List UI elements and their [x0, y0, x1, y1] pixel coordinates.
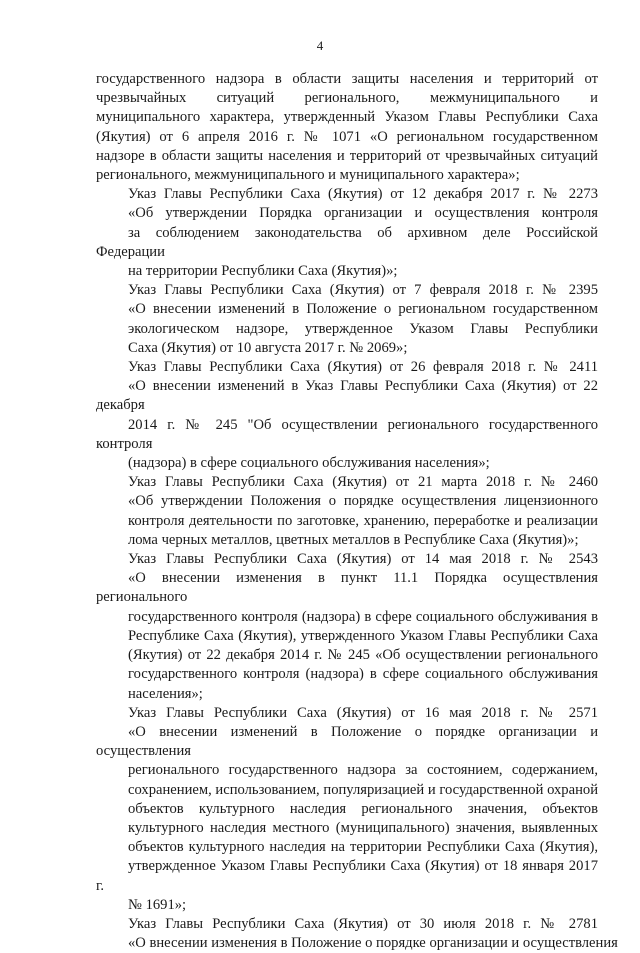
text-line: Указ Главы Республики Саха (Якутия) от 16 мая 2018 г. № 2571 [128, 704, 598, 721]
text-line: государственного надзора в области защиты населения и территорий от [96, 71, 598, 87]
text-line: утвержденное Указом Главы Республики Саха (Якутия) от 18 января 2017 г. [96, 858, 598, 894]
text-line: (Якутия) от 22 декабря 2014 г. № 245 «Об осуществлении регионального [128, 647, 598, 664]
text-line: № 1691»; [128, 896, 187, 913]
text-line: чрезвычайных ситуаций регионального, межмуниципального и [96, 90, 598, 107]
text-line: Указ Главы Республики Саха (Якутия) от 30 июля 2018 г. № 2781 [128, 915, 598, 932]
text-line: объектов культурного наследия на территории Республики Саха (Якутия), [128, 839, 598, 856]
paragraph [96, 915, 618, 953]
text-line: культурного наследия местного (муниципального) значения, выявленных [128, 819, 598, 836]
text-line: «Об утверждении Положения о порядке осуществления лицензионного [128, 493, 598, 510]
document-body [96, 70, 618, 953]
text-line: Указ Главы Республики Саха (Якутия) от 14 мая 2018 г. № 2543 [128, 551, 598, 568]
text-line: Указ Главы Республики Саха (Якутия) от 12 декабря 2017 г. № 2273 [128, 186, 598, 203]
paragraph [96, 281, 598, 358]
text-line: Указ Главы Республики Саха (Якутия) от 21 марта 2018 г. № 2460 [128, 474, 598, 491]
text-line: контроля деятельности по заготовке, хранению, переработке и реализации [128, 512, 598, 529]
text-line: «О внесении изменений в Положение о порядке организации и осуществления [96, 723, 598, 760]
paragraph [96, 550, 598, 704]
text-line: регионального, межмуниципального и муниципального характера»; [96, 167, 520, 184]
text-line: государственного контроля (надзора) в сфере социального обслуживания в [128, 608, 598, 625]
paragraph [96, 704, 598, 915]
text-line: Республике Саха (Якутия), утвержденного Указом Главы Республики Саха [128, 627, 598, 644]
text-line: «О внесении изменений в Указ Главы Республики Саха (Якутия) от 22 декабря [96, 378, 598, 414]
text-line: муниципального характера, утвержденный Указом Главы Республики Саха [96, 109, 598, 126]
paragraph [96, 473, 598, 550]
text-line: населения»; [128, 685, 203, 702]
paragraph [96, 185, 598, 281]
text-line: регионального государственного надзора за состоянием, содержанием, [128, 762, 598, 779]
text-line: надзоре в области защиты населения и территорий от чрезвычайных ситуаций [96, 147, 598, 164]
text-line: государственного контроля (надзора) в сфере социального обслуживания [128, 666, 598, 683]
text-line: за соблюдением законодательства об архивном деле Российской Федерации [96, 224, 598, 260]
page-number: 4 [316, 38, 324, 53]
text-line: на территории Республики Саха (Якутия)»; [128, 263, 398, 280]
text-line: (Якутия) от 6 апреля 2016 г. № 1071 «О региональном государственном [96, 128, 598, 145]
text-line: (надзора) в сфере социального обслуживания населения»; [128, 455, 490, 472]
text-line: «О внесении изменения в Положение о порядке организации и осуществления [128, 935, 618, 952]
text-line: Саха (Якутия) от 10 августа 2017 г. № 2069»; [128, 339, 408, 356]
paragraph [96, 70, 598, 185]
text-line: «О внесении изменения в пункт 11.1 Порядка осуществления регионального [96, 570, 598, 606]
text-line: «Об утверждении Порядка организации и осуществления контроля [128, 205, 598, 222]
text-line: «О внесении изменений в Положение о региональном государственном [128, 301, 598, 318]
text-line: сохранением, использованием, популяризацией и государственной охраной [128, 781, 598, 798]
text-line: лома черных металлов, цветных металлов в Республике Саха (Якутия)»; [128, 531, 579, 548]
text-line: Указ Главы Республики Саха (Якутия) от 7 февраля 2018 г. № 2395 [128, 282, 598, 299]
text-line: экологическом надзоре, утвержденное Указом Главы Республики [128, 320, 598, 337]
text-line: 2014 г. № 245 "Об осуществлении регионального государственного контроля [96, 416, 598, 452]
text-line: объектов культурного наследия регионального значения, объектов [128, 800, 598, 817]
paragraph [96, 358, 598, 473]
text-line: Указ Главы Республики Саха (Якутия) от 26 февраля 2018 г. № 2411 [128, 359, 598, 376]
